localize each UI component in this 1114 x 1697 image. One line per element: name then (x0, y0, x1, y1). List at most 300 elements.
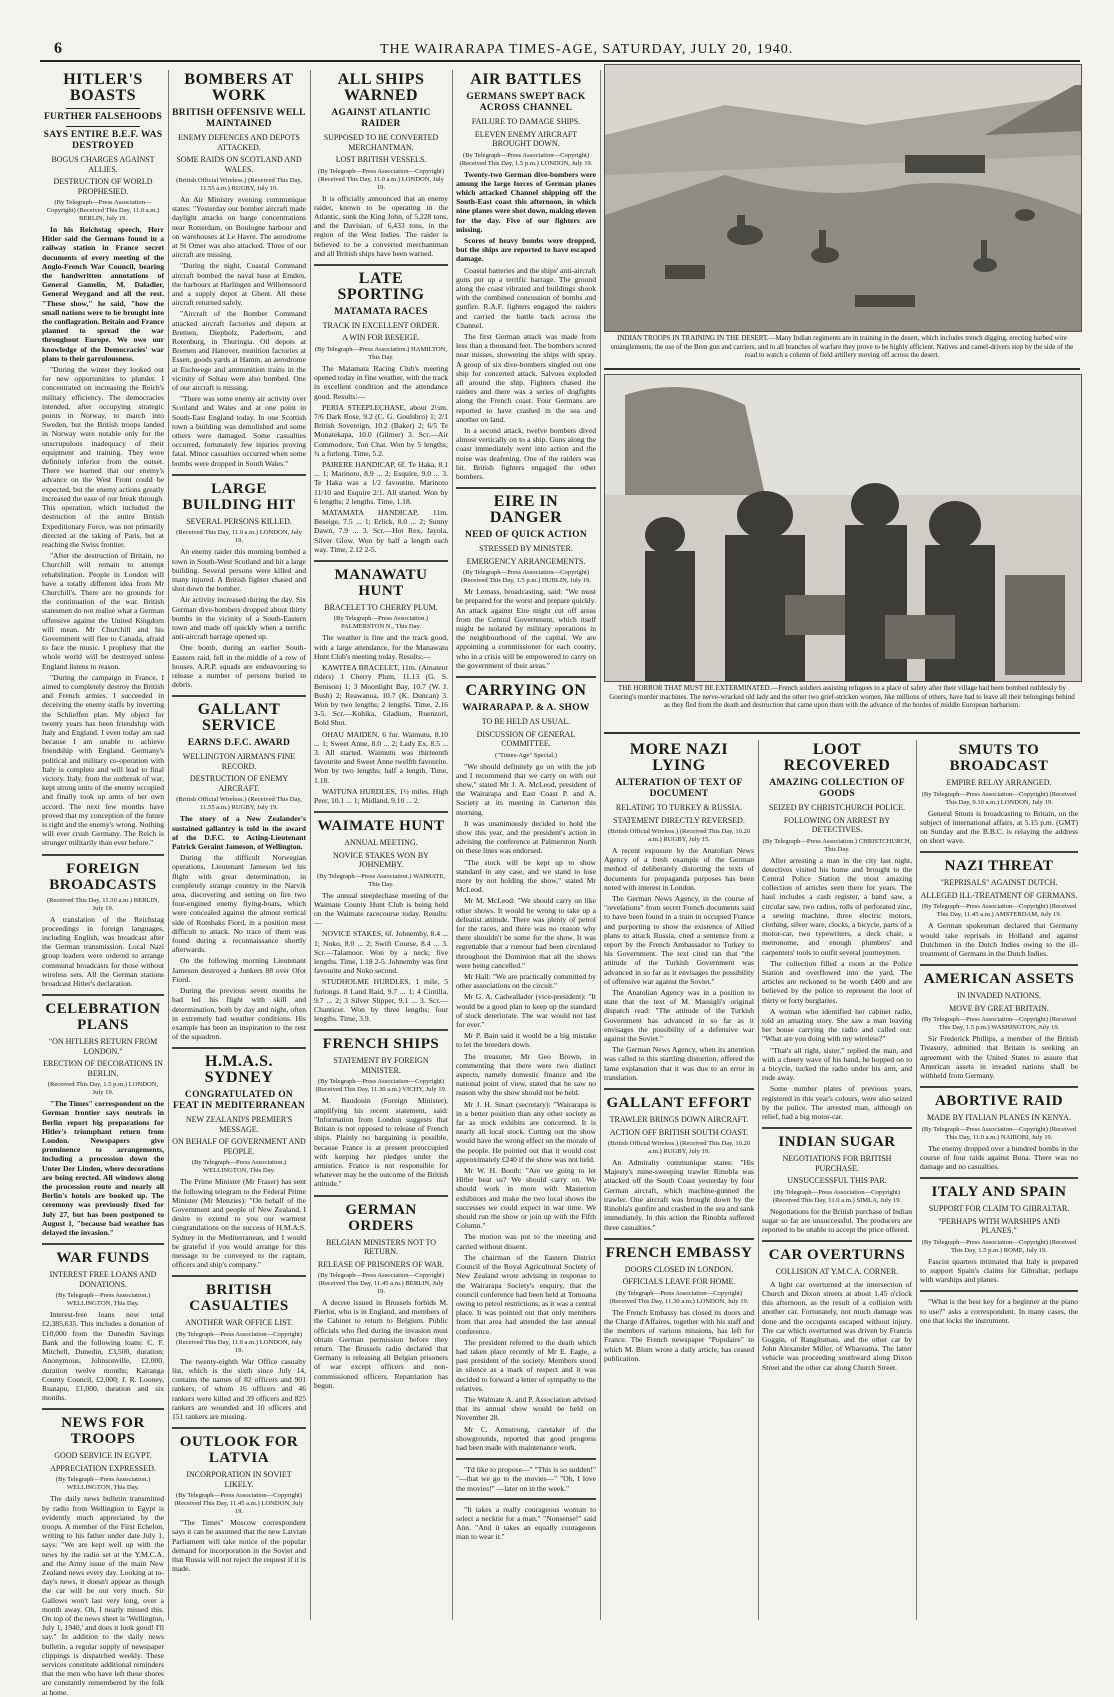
article-body (456, 587, 596, 670)
article-body (920, 1034, 1078, 1080)
dateline: (By Telegraph—Press Association—Copyright) (Received This Day, 11.0 a.m.) NAIROBI, July 19. (921, 1125, 1077, 1141)
article-late-sporting (314, 271, 448, 554)
column-3 (314, 70, 453, 1620)
article-war-funds (42, 1250, 164, 1402)
article-body (762, 1280, 912, 1372)
paragraph: An Air Ministry evening communique states: "Yesterday our bomber aircraft made daylight attacks on barge concentrations near Rotterdam, on Boulogne harbour and on warehouses at Le Havre. The aerodrome at St Omer was also attacked. Three of our aircraft are missing. (172, 195, 306, 260)
divider (314, 264, 448, 266)
dateline: (By Telegraph—Press Association—Copyright) (Received This Day, 1.5 p.m.) LONDON, July 19. (459, 151, 593, 167)
paragraph: In a second attack, twelve bombers dived almost vertically on to a ship. Guns along the coast immediately went into action and the noise was deafening. One of the raiders was hit. British fighters engaged the other bombers. (456, 425, 596, 481)
subheadline: ENEMY DEFENCES AND DEPOTS ATTACKED. (178, 133, 300, 152)
article-body (920, 921, 1078, 958)
article-body (42, 915, 164, 989)
headline: GALLANT EFFORT (606, 1095, 752, 1112)
subheadline: SEIZED BY CHRISTCHURCH POLICE. (768, 803, 906, 812)
paragraph: The motion was put to the meeting and carried without dissent. (456, 1232, 596, 1251)
headline: WAIMATE HUNT (317, 818, 445, 835)
subheadline: STATEMENT DIRECTLY REVERSED. (613, 815, 745, 825)
paragraph: Air activity increased during the day. Six German dive-bombers dropped about thirty bombs in the vicinity of a South-Eastern town and made off quickly when a terrific anti-aircraft barrage opened up. (172, 595, 306, 642)
dateline: (By Telegraph—Press Association—Copyright) (Received This Day, 11.0 a.m.) SIMLA, July 19. (772, 1188, 902, 1204)
paragraph: "During the winter they looked out for new opportunities to plunder. I concentrated on increasing the Reich's military efficiency. The democracies intended, after occupying strategic points in Norway, to march into Sweden, but the British troops landed in Norway were notable only for the unscrupulous inadequacy of their equipment and training. They were definitely inferior from the outset. There we learned that our enemy's advance on the West Front could be expected, but the enemy actions greatly increased the ease of our break through. This operation, which included the destruction of the entire British Expeditionary Force, was not primarily directed at the taking of Paris, but at reaching the Swiss frontier. (42, 365, 164, 549)
divider (314, 1029, 448, 1031)
column-6 (762, 740, 917, 1620)
subheadline: DISCUSSION OF GENERAL COMMITTEE. (476, 729, 576, 749)
article-german-orders (314, 1202, 448, 1391)
subheadline: OFFICIALS LEAVE FOR HOME. (622, 1277, 736, 1287)
article-body (314, 1096, 448, 1188)
dateline: (By Telegraph—Press Association.) WAIMATE, This Day. (316, 872, 446, 888)
paragraph: Twenty-two German dive-bombers were among the large forces of German planes which attacked Channel shipping off the South-East coast this afternoon, in which nine planes were shot down, making eleven for the day. Five of our fighters are missing. (456, 169, 596, 234)
paragraph: During the previous seven months he had led his flight with skill and determination, both by day and night, often in extremely bad weather conditions. His example has been an inspiration to the rest of the squadron. (172, 986, 306, 1042)
paragraph: The chairman of the Eastern District Council of the Royal Agricultural Society of New Zealand wrote advising in response to the Wairarapa Society's enquiry, that the council conference had been held at Tomoana owing to petrol restrictions, as it was a central place. It was pointed out that only members from that area had attended the last annual conference. (456, 1252, 596, 1336)
subheadline: NOVICE STAKES WON BY JOHNEMBY. (333, 850, 429, 870)
subheadline: BELGIAN MINISTERS NOT TO RETURN. (325, 1237, 436, 1257)
dateline: (By Telegraph—Press Association—Copyright) (Received This Day, 11.30 a.m.) LONDON, July 19. (609, 1289, 749, 1305)
paragraph: KAWITEA BRACELET, 11m. (Amateur riders) 1 Cherry Plum, 11.13 (G. S. Benison) 1; 3 Moonlight Bay, 10.7 (W. J. Bush) 2; Reawanoa, 10.7 (K. Duncan) 3. Won by two lengths; 2 lengths. Time, 2.16 3-5. Scr.—Kohika, Gladium, Ruenzori, Bold Shot. (314, 663, 448, 728)
paragraph: The twenty-eighth War Office casualty list, which is the sixth since July 14, contains the names of 82 officers and 901 rankers, of whom 16 officers and 46 rankers were killed and 39 officers and 825 rankers are wounded and 10 officers and 151 rankers are missing. (172, 1356, 306, 1422)
subheadline: SAYS ENTIRE B.E.F. WAS DESTROYED (43, 130, 163, 151)
subheadline: FAILURE TO DAMAGE SHIPS. (471, 117, 581, 126)
paragraph: Interest-free loans now total £2,385,635. This includes a donation of £10,000 from the Dunedin Savings Bank and the following loans: C. F. Mitchell, Dunedin, £3,500, duration; Anonymous, Johnsonville, £2,000, duration twelve months; Kairanga County Council, £2,000; J. R. Looney, Ruatapu, £1,000, duration and six months. (42, 1310, 164, 1403)
subheadline: AMAZING COLLECTION OF GOODS (769, 778, 905, 799)
subheadline: COLLISION AT Y.M.C.A. CORNER. (775, 1267, 899, 1277)
paragraph: "Aircraft of the Bomber Command attacked aircraft factories and depots at Bremen, Diepholz, Paderborn, and Rotenburg, in Thuringia. Oil depots at Bremen and Hanover, munition factories at Essen, goods yards at Hamm, an aerodrome at Eschwege and ammunition trains in the vicinity of Soltau were also bombed. One of our aircraft is missing. (172, 309, 306, 393)
subheadline: APPRECIATION EXPRESSED. (50, 1463, 156, 1473)
article-body (314, 1298, 448, 1390)
dateline: (Received This Day, 11.30 a.m.) BERLIN, July 19. (46, 896, 160, 912)
subheadline: SEVERAL PERSONS KILLED. (186, 516, 292, 526)
article-body (314, 364, 448, 554)
divider (604, 732, 1080, 734)
headline: CARRYING ON (465, 682, 587, 700)
dateline: (By Telegraph—Press Association—Copyright) (Received This Day, 1.5 p.m.) WASHINGTON, July 19. (921, 1016, 1077, 1032)
paragraph: Mr P. Bain said it would be a big mistake to let the breeders down. (456, 1031, 596, 1050)
divider (172, 1275, 306, 1277)
subheadline: RELEASE OF PRISONERS OF WAR. (317, 1259, 445, 1269)
subheadline: MATAMATA RACES (334, 306, 428, 317)
headline: AMERICAN ASSETS (923, 971, 1075, 988)
desert-troops-image (605, 65, 1081, 331)
article-bombers-at-work (172, 72, 306, 468)
subheadline: MADE BY ITALIAN PLANES IN KENYA. (927, 1113, 1071, 1123)
photo-caption: INDIAN TROOPS IN TRAINING IN THE DESERT.—Many Indian regiments are in training in the desert, which includes trench digging, erecting barbed wire entanglements, the use of the Bren gun and carriers, and in all branches of warfare they prove to be highly efficient. Natives and camel-drivers stop by the side of the road to watch a column of field artillery moving off across the desert. (610, 334, 1074, 359)
subheadline: LOST BRITISH VESSELS. (335, 155, 427, 164)
article-body (456, 762, 596, 1453)
subheadline: EARNS D.F.C. AWARD (187, 738, 291, 749)
subheadline: ERECTION OF DECORATIONS IN BERLIN. (43, 1059, 163, 1078)
divider (172, 1427, 306, 1429)
divider (456, 1458, 596, 1460)
headline: FRENCH EMBASSY (605, 1244, 753, 1261)
article-body (42, 1310, 164, 1402)
newspaper-title: THE WAIRARAPA TIMES-AGE, SATURDAY, JULY 20, 1940. (380, 42, 794, 57)
divider (42, 1408, 164, 1410)
headline: SMUTS TO BROADCAST (949, 742, 1049, 774)
dateline: (British Official Wireless.) (Received This Day, 11.55 a.m.) RUGBY, July 19. (176, 796, 302, 812)
divider (920, 1177, 1078, 1179)
paragraph: The Walmate A. and P. Association advised that its annual show would be held on November 28. (456, 1394, 596, 1423)
article-waimate-hunt (314, 818, 448, 1023)
paragraph: It was unanimously decided to hold the show this year, and the president's action in advising the conference at Palmerston North on these lines was endorsed. (456, 818, 596, 856)
subheadline: ACTION OFF BRITISH SOUTH COAST. (609, 1127, 749, 1137)
article-body (172, 195, 306, 468)
column-5 (604, 740, 759, 1620)
article-body (604, 1308, 754, 1363)
paragraph: Fascist quarters intimated that Italy is prepared to support Spain's claims for Gibraltar, perhaps with warships and planes. (920, 1256, 1078, 1285)
paragraph: The Anatolian Agency was in a position to state that the text of M. Massigli's original dispatch read: "The attitude of the Turkish Government has advanced in so far as it envisages the possibility of a defensive war against the Soviet." (604, 988, 754, 1044)
subheadline: DESTRUCTION OF WORLD PROPHESIED. (53, 177, 153, 196)
paragraph: A decree issued in Brussels forbids M. Pierlot, who is in England, and members of the Cabinet to return to Belgium. Public officials who fled during the invasion must obtain German permission before they return. The Brussels radio declared that Germany is releasing all Belgian prisoners of war except officers and non-commissioned officers. Repatriation has begun. (314, 1298, 448, 1390)
dateline: (Received This Day, 1.5 p.m.) LONDON, July 19. (47, 1081, 159, 1097)
dateline: (British Official Wireless.) (Received This Day, 10.20 a.m.) RUGBY, July 15. (607, 828, 751, 843)
headline: WAR FUNDS (56, 1250, 150, 1267)
headline: ALL SHIPS WARNED (337, 71, 425, 104)
paragraph: Mr C. Armstrong, caretaker of the showgrounds, reported that good progress had been made with maintenance work. (456, 1424, 596, 1452)
subheadline: INTEREST FREE LOANS AND DONATIONS. (49, 1270, 157, 1289)
article-body (172, 1177, 306, 1269)
headline: MORE NAZI LYING (629, 741, 729, 774)
subheadline: TRACK IN EXCELLENT ORDER. (322, 320, 440, 330)
divider (604, 1238, 754, 1240)
paragraph: OHAU MAIDEN, 6 fur. Waimutu, 8.10 ... 1; Sweet Anne, 8.0 ... 2; Lady Ex, 8.5 ... 3. All started. Waimutu was thirteenth favourite and Sweet Anne twelfth favourite. Won by two lengths; half a length. Time, 1.18. (314, 729, 448, 785)
dateline: (British Official Wireless.) (Received This Day, 10.20 a.m.) RUGBY, July 19. (607, 1140, 751, 1156)
headline: ABORTIVE RAID (934, 1093, 1064, 1110)
dateline: (By Telegraph—Press Association.) WELLINGTON, This Day. (55, 1292, 151, 1308)
article-hmas-sydney (172, 1054, 306, 1269)
divider (42, 854, 164, 856)
article-italy-and-spain (920, 1184, 1078, 1284)
paragraph: "During the night, Coastal Command aircraft bombed the naval base at Emden, the harbours at Harlingen and Willemsoord and a supply depot at Ghent. All these aircraft returned safely. (172, 261, 306, 308)
article-american-assets (920, 971, 1078, 1080)
headline: LATE SPORTING (337, 269, 425, 303)
subheadline: BRITISH OFFENSIVE WELL MAINTAINED (172, 108, 306, 129)
paragraph: Sir Frederick Phillips, a member of the British Treasury, admitted that Britain is seeking an agreement with the United States to assure that American assets in invaded nations shall be withheld from Germany. (920, 1034, 1078, 1080)
paragraph: WAITUNA HURDLES, 1½ miles. High Peer, 10.1 ... 1; Midland, 9.10 ... 2. (314, 786, 448, 805)
divider (172, 474, 306, 476)
paragraph: "That's all right, sister," replied the man, and with a cheery wave of his hand, he hopped on to a bicycle, tucked the radio under his arm, and rode away. (762, 1045, 912, 1083)
divider (456, 676, 596, 678)
divider (314, 560, 448, 562)
subheadline: ANNUAL MEETING. (344, 838, 418, 848)
article-abortive-raid (920, 1093, 1078, 1171)
article-body (314, 891, 448, 1024)
paragraph: The German News Agency, in the course of "revelations" from secret French documents said to have been found in a train in occupied France and purporting to show the existence of Allied plans to attack Russia, cited a sentence from a report by the French Ambassador to Turkey to his Government. The text cited ran that "the attitude of the Turkish Government was advanced in so far as it envisages the possibility of offensive war against the Soviet." (604, 894, 754, 986)
headline: CELEBRATION PLANS (45, 1001, 161, 1034)
article-hitlers-boasts (42, 72, 164, 848)
divider (920, 1086, 1078, 1088)
article-air-battles (456, 72, 596, 481)
article-french-embassy (604, 1245, 754, 1363)
headline: ITALY AND SPAIN (931, 1184, 1067, 1201)
article-french-ships (314, 1036, 448, 1188)
headline: HITLER'S BOASTS (63, 71, 143, 104)
subheadline: GOOD SERVICE IN EGYPT. (54, 1451, 152, 1461)
subheadline: NEED OF QUICK ACTION (464, 530, 588, 541)
dateline: (By Telegraph—Press Association.) WELLINGTON, This Day. (55, 1476, 151, 1492)
subheadline: FURTHER FALSEHOODS (43, 112, 163, 122)
paragraph: The Prime Minister (Mr Fraser) has sent the following telegram to the Federal Prime Minister (Mr Menzies): "On behalf of the Government and people of New Zealand, I desire to extend to you our warmest congratulations on the success of H.M.A.S. Sydney in the Mediterranean, and I would be grateful if you would arrange for this message to be conveyed to the captain, officers and ship's company." (172, 1177, 306, 1270)
paragraph: An enemy raider this morning bombed a town in South-West Scotland and hit a large building. Several persons were killed and many injured. A British fighter chased and shot down the bomber. (172, 547, 306, 594)
paragraph: A translation of the Reichstag proceedings in foreign languages, including English, was broadcast after the German transmission. Local Nazi group leaders were ordered to arrange communal broadcasts for those without wireless sets. All the German stations broadcast Hitler's declaration. (42, 914, 164, 989)
dateline: (By Telegraph—Press Association—Copyright) (Received This Day, 1.5 p.m.) DUBLIN, July 19. (460, 569, 592, 585)
paragraph: Negotiations for the British purchase of Indian sugar so far are unsuccessful. The producers are reported to be unable to accept the price offered. (762, 1206, 912, 1235)
subheadline: SUPPOSED TO BE CONVERTED MERCHANTMAN. (323, 133, 439, 152)
article-body (172, 814, 306, 1041)
headline: LOOT RECOVERED (783, 741, 891, 774)
paragraph: Mr J. H. Smart (secretary): "Wairarapa is in a better position than any other society as far as stock exhibits are concerned. It is nearly all local stock. Cutting out the show would have the wrong effect on the morale of the people. He pointed out that it would cost approximately £240 if the show was not held. (456, 1099, 596, 1164)
dateline: (By Telegraph—Press Association.) WELLINGTON, This Day. (191, 1159, 287, 1175)
article-all-ships-warned (314, 72, 448, 258)
subheadline: AGAINST ATLANTIC RAIDER (331, 108, 431, 129)
headline: NAZI THREAT (944, 858, 1054, 875)
paragraph: The Matamata Racing Club's meeting opened today in fine weather, with the track in excellent condition and the attendance good. Results:— (314, 363, 448, 401)
subheadline: WELLINGTON AIRMAN'S FINE RECORD. (182, 752, 296, 771)
dateline: (By Telegraph—Press Association.) HAMILTON, This Day. (314, 345, 448, 361)
paragraph: The French Embassy has closed its doors and the Charge d'Affaires, together with his staff and the members of various missions, has left for France. The French newspaper "Populaire" in which M. Blum wrote a daily article, has ceased publication. (604, 1307, 754, 1363)
filler-quote (456, 1465, 596, 1493)
article-body (920, 809, 1078, 846)
paragraph: MATAMATA HANDICAP, 11m. Beseige, 7.5 ... 1; Erlick, 8.0 ... 2; Sunny Dawn, 7.9 ... 3. Scr.—Hot Rex, Jayola, Silver Glow. Won by half a length each way. Time, 2.12 2-5. (314, 507, 448, 554)
paragraph: "What is the best key for a beginner at the piano to use?" asks a correspondent. In many cases, the one that locks the instrument. (920, 1297, 1078, 1325)
paragraph: Some number plates of previous years, registered in this year's colours, were also seized by the police. The arrested man, although on relief, had a big motor-car. (762, 1084, 912, 1121)
divider (314, 1195, 448, 1197)
dateline: (By Telegraph—Press Association—Copyright) (Received This Day, 11.30 a.m.) VICHY, July 19. (315, 1078, 447, 1094)
headline: H.M.A.S. SYDNEY (204, 1053, 274, 1087)
paragraph: "The Times" Moscow correspondent says it can be assumed that the new Latvian Parliament will take notice of the popular demand for incorporation in the Soviet and that Russia will not reject the request if it is made. (172, 1518, 306, 1574)
divider (920, 964, 1078, 966)
column-2 (172, 70, 311, 1620)
subheadline: TRAWLER BRINGS DOWN AIRCRAFT. (609, 1115, 749, 1125)
paragraph: "After the destruction of Britain, no Churchill will remain to attempt rehabilitation. People in London will have a totally different idea from Mr Churchill's. There are no grounds for the continuation of the war. British statesmen do not realise what a German offensive against the United Kingdom will mean. Mr Churchill and his Government will flee to Canada, afraid to face the music. I prophesy that the whole world will be destroyed unless England listens to reason. (42, 551, 164, 671)
paragraph: "It takes a really courageous woman to select a necktie for a man." "Nonsense!" said Ann. "And it takes an equally courageous man to wear it." (456, 1504, 596, 1542)
subheadline: NEGOTIATIONS FOR BRITISH PURCHASE. (782, 1154, 892, 1173)
paragraph: During the difficult Norwegian operations, Lieutenant Jameson led his flight with great determination, in completely strange country in the Narvik area, discovering and setting on fire two four-engined enemy flying-boats, which were concealed against the almost vertical side of Rombaks Fiord, in a position most difficult to attack. No trace of them was found during a reconnaissance shortly afterwards. (172, 853, 306, 955)
paragraph: The daily news bulletin transmitted by radio from Wellington to Egypt is evidently much appreciated by the troops. A member of the First Echelon, writing to his father under date July 1, says: "We are kept well up with the news by the radio set at the Y.M.C.A. and the Army issue of the main New Zealand news every day. Looking at to-day's news, it doesn't appear as though the car will be out very much. Sir Gallows won't last very long, over a month away. Oh, I nearly missed this. On top of the news sheet is 'Wellington, July 1, 1940,' and does it look good! I'll say." In addition to the daily news bulletin, a regular supply of newspaper clippings is dispatched weekly. These services constitute additional reminders that the men who have left these shores are constantly remembered by the folk at home. (42, 1494, 164, 1697)
subheadline: UNSUCCESSFUL THIS PAR. (787, 1176, 887, 1186)
paragraph: "The Times" correspondent on the German frontier says neutrals in Berlin report big preparations for Hitler's triumphant return from London. Newspapers give prominence to arrangements, including a procession down the Unter Der Linden, where decorations are being erected. All windows along the procession route and nearly all Berlin's hotels are booked up. The ceremony was previously fixed for July 27, but has been postponed to August 1, "because bad weather has delayed the invasion." (42, 1099, 164, 1238)
divider (42, 1243, 164, 1245)
column-7 (920, 740, 1078, 1620)
page-number: 6 (54, 40, 62, 57)
dateline: (By Telegraph—Press Association—Copyright) (Received This Day, 11.0 a.m.) BERLIN, July 19. (46, 199, 160, 222)
dateline: (By Telegraph—Press Association—Copyright) (Received This Day, 11.0 a.m.) LONDON, July 19. (317, 167, 445, 191)
paragraph: A woman who identified her cabinet radio, told an amazing story. She saw a man leaving her house carrying the radio and called out: "What are you doing with my wireless?" (762, 1006, 912, 1044)
subheadline: ALTERATION OF TEXT OF DOCUMENT (615, 778, 743, 799)
paragraph: An Admiralty communique states: "His Majesty's mine-sweeping trawler Rinobla was attacked off the South Coast yesterday by four German aircraft, which machine-gunned the trawler. One aircraft was brought down by the Rinobla's gunfire and crashed in the sea and sank immediately. In this action the Rinobla suffered three casualties." (604, 1158, 754, 1232)
paragraph: The annual steeplechase meeting of the Waimate County Hunt Club is being held on the Waimate racecourse today. Results:— (314, 890, 448, 928)
headline: GALLANT SERVICE (197, 701, 281, 735)
paragraph: Mr Lemass, broadcasting, said: "We must be prepared for the worst and prepare quickly. An attack against Eire might cut off areas from the Central Government, which itself might be isolated by military operations in the neighbourhood of the capital. We are appointing a commissioner for each county, who in a crisis will be empowered to carry on the government of their areas." (456, 587, 596, 670)
article-body (762, 856, 912, 1122)
paragraph: The first German attack was made from less than a thousand feet. The bombers scored near misses, showering the ships with spray. A group of six dive-bombers singled out one ship for concerted attack. Salvoes exploded all around the ship. Fighters chased the raiders and there was a series of dogfights along the French coast. Four Germans are reported to have crashed in the sea and another on land. (456, 331, 596, 424)
subheadline: A WIN FOR BESEIGE. (342, 333, 420, 343)
paragraph: M. Baudouin (Foreign Minister), amplifying his recent statement, said: "Information from London suggests that Britain is not opposed to release of French ships. Plainly no bargaining is possible, because France is at present preoccupied with keeping her pledges under the armistice. France is not responsible for whatever may be the outcome of the British attitude." (314, 1096, 448, 1189)
article-british-casualties (172, 1282, 306, 1421)
paragraph: One bomb, during an earlier South-Eastern raid, fell in the middle of a row of houses. A.R.P. squads are endeavouring to release a number of persons buried in debris. (172, 643, 306, 690)
article-gallant-effort (604, 1095, 754, 1232)
article-eire-in-danger (456, 494, 596, 670)
paragraph: Coastal batteries and the ships' anti-aircraft guns put up a terrific barrage. The ground along the coast vibrated and buildings shook with the combined concussion of bombs and gunfire. R.A.F. fighters engaged the raiders and carried the battle back across the Channel. (456, 265, 596, 330)
dateline: (By Telegraph—Press Association—Copyright) (Received This Day, 11.45 a.m.) AMSTERDAM, July 19. (921, 903, 1077, 919)
article-loot-recovered (762, 742, 912, 1121)
article-body (172, 1518, 306, 1573)
photo-indian-troops (604, 64, 1082, 332)
subheadline: GERMANS SWEPT BACK ACROSS CHANNEL (466, 92, 586, 113)
paragraph: "I'd like to propose—" "This is so sudden!" "—that we go to the movies—" "Oh, I love the movies!" —later on in the week." (456, 1465, 596, 1493)
subheadline: BOGUS CHARGES AGAINST ALLIES. (51, 155, 155, 174)
paragraph: On the following morning Lieutenant Jameson destroyed a Junkers 88 over Ofot Fiord. (172, 956, 306, 984)
subheadline: ON BEHALF OF GOVERNMENT AND PEOPLE. (172, 1137, 306, 1156)
paragraph: A German spokesman declared that Germany would take reprisals in Holland and against Dutchmen in the Dutch Indies owing to the ill-treatment of Germans in the Dutch Indies. (920, 921, 1078, 958)
headline: MANAWATU HUNT (334, 566, 428, 599)
divider (920, 1290, 1078, 1292)
paragraph: The enemy dropped over a hundred bombs in the course of four raids against Buna. There was no damage and no casualties. (920, 1143, 1078, 1172)
subheadline: EMERGENCY ARRANGEMENTS. (466, 556, 586, 566)
headline: AIR BATTLES (470, 71, 582, 88)
article-car-overturns (762, 1247, 912, 1372)
divider (172, 1047, 306, 1049)
article-body (604, 1158, 754, 1232)
article-more-nazi-lying (604, 742, 754, 1082)
dateline: (By Telegraph—Press Association—Copyright) (Received This Day, 11.45 a.m.) BERLIN, July 19. (317, 1272, 445, 1296)
article-body (172, 1357, 306, 1421)
paragraph: Mr Hall: "We are practically committed by other associations on the circuit." (456, 972, 596, 991)
article-gallant-service (172, 702, 306, 1041)
divider (314, 811, 448, 813)
paragraph: PERIA STEEPLECHASE, about 2½m. 7/6 Dark Rose, 9.2 (C. G. Goulsbro) 1; 2/1 British Sovereign, 10.2 (Baker) 2; 6/5 Te Monatekapa, 10.0 (Gilmer) 3. Scr.—Air Commodore, Ton Chat. Won by 5 lengths; ¾ a furlong. Time, 5.2. (314, 402, 448, 458)
headline: FOREIGN BROADCASTS (49, 860, 157, 893)
paragraph: A recent exposure by the Anatolian News Agency of a fresh example of the German method of deliberately distorting the texts of documents for propaganda purposes has been noted with interest in London. (604, 846, 754, 892)
article-foreign-broadcasts (42, 861, 164, 989)
paragraph: The treasurer, Mr Geo Brown, in commenting that there were two distinct aspects, namely domestic finance and the national point of view, stated that he saw no reason why the show should not be held. (456, 1051, 596, 1098)
article-body (172, 547, 306, 689)
subheadline: DESTRUCTION OF ENEMY AIRCRAFT. (189, 774, 289, 793)
divider (42, 994, 164, 996)
subheadline: FOLLOWING ON ARREST BY DETECTIVES. (783, 815, 891, 834)
refugees-image (605, 375, 1081, 681)
article-body (42, 1099, 164, 1237)
divider (604, 1088, 754, 1090)
paragraph: "We should definitely go on with the job and I recommend that we carry on with our show," stated Mr J. A. McLeod, president of the Wairarapa and East Coast P. and A. Society at its meeting in Carterton this morning. (456, 761, 596, 817)
divider (456, 1498, 596, 1500)
article-news-for-troops (42, 1415, 164, 1696)
dateline: (By Telegraph—Press Association.) CHRISTCHURCH, This Day. (762, 837, 912, 853)
dateline: (By Telegraph—Press Association—Copyright) (Received This Day, 1.5 p.m.) ROME, July 19. (921, 1238, 1077, 1254)
subheadline: EMPIRE RELAY ARRANGED. (946, 778, 1052, 787)
subheadline: RELATING TO TURKEY & RUSSIA. (615, 803, 743, 812)
column-4 (456, 70, 601, 1620)
headline: OUTLOOK FOR LATVIA (179, 1434, 299, 1467)
article-body (920, 1144, 1078, 1172)
paragraph: Mr W. H. Booth: "Are we going to let Hitler beat us? We should carry on. We should work in more with Masterton exhibitors and make the two local shows the successes we could expect in war time. We should run the show or join up with the Fifth Column." (456, 1166, 596, 1231)
article-body (762, 1207, 912, 1235)
article-body (42, 1494, 164, 1696)
divider (172, 695, 306, 697)
headline: EIRE IN DANGER (489, 493, 563, 527)
divider (456, 487, 596, 489)
subheadline: NEW ZEALAND'S PREMIER'S MESSAGE. (185, 1115, 293, 1134)
column-1 (42, 70, 169, 1697)
article-outlook-for-latvia (172, 1434, 306, 1573)
subheadline: ELEVEN ENEMY AIRCRAFT BROUGHT DOWN. (474, 129, 578, 148)
article-body (456, 170, 596, 482)
paragraph: It is officially announced that an enemy raider, known to be operating in the Atlantic, sunk the King John, of 5,228 tons, and the Davisian, of 6,433 tons, in the region of the West Indies. The raider is believed to be a converted merchantman and all British ships have been warned. (314, 193, 448, 258)
headline: LARGE BUILDING HIT (182, 480, 296, 513)
article-carrying-on (456, 683, 596, 1452)
subheadline: DOORS CLOSED IN LONDON. (624, 1264, 734, 1274)
paragraph: Scores of heavy bombs were dropped, but the ships are reported to have escaped damage. (456, 235, 596, 264)
article-body (604, 846, 754, 1082)
photo-refugees (604, 374, 1082, 682)
subheadline: SOME RAIDS ON SCOTLAND AND WALES. (176, 155, 302, 174)
paragraph: After arresting a man in the city last night, detectives visited his home and brought to the Central Police Station the most amazing collection of articles seen there for years. The haul includes a cash register, a band saw, a circular saw, two radios, rolls of perforated zinc, a sewing machine, three electric motors, clothing, silver ware, clocks, a bicycle, parts of a motor-car, two typewriters, a deck chair, a metronome, and enough plumbers' and carpenters' tools to outfit several journeymen. (762, 855, 912, 957)
article-indian-sugar (762, 1134, 912, 1234)
paragraph: The president referred to the death which had taken place recently of Mr E. Eagle, a past president of the society. Members stood in silence as a mark of respect and it was decided to forward a letter of sympathy to the relatives. (456, 1337, 596, 1393)
paragraph: In his Reichstag speech, Herr Hitler said the Germans found in a railway station in France secret documents of every meeting of the Anglo-French War Council, bearing the handwritten annotations of General Gamelin, M. Daladier, General Weygand and all the rest. "These show," he said, "how the small nations were to be brought into the conflagration. Britain and France planned to spread the war throughout Europe. We owe our knowledge of the Democracies' war plans to their garrulousness. (42, 225, 164, 363)
subheadline: IN INVADED NATIONS. (956, 991, 1042, 1001)
divider (762, 1240, 912, 1242)
dateline: (By Telegraph—Press Association.) PALMERSTON N., This Day. (333, 615, 429, 631)
subheadline: ALLEGED ILL-TREATMENT OF GERMANS. (920, 890, 1078, 900)
article-body (42, 225, 164, 848)
divider (66, 126, 139, 127)
paragraph: STUDHOLME HURDLES, 1 mile, 5 furlongs. 8 Land Raid, 9.7 ... 1; 4 Cintilla, 9.7 ... 2; 3 Silver Slipper, 9.1 ... 3. Scr.—Chanticer. Won by three lengths; four lengths. Time, 3.9. (314, 977, 448, 1024)
divider (604, 368, 1080, 370)
subheadline: "REPRISALS" AGAINST DUTCH. (940, 878, 1058, 888)
subheadline: TO BE HELD AS USUAL. (481, 717, 571, 727)
paragraph: The German News Agency, when its attention was called to this startling distortion, offered the lame explanation that it was due to an error in translation. (604, 1045, 754, 1082)
subheadline: STRESSED BY MINISTER. (479, 544, 573, 554)
subheadline: SUPPORT FOR CLAIM TO GIBRALTAR. (928, 1204, 1070, 1214)
paragraph: "During the campaign in France, I aimed to completely destroy the British and French armies. I succeeded in deceiving the enemy staffs by inverting the Schlieffen plan. My object for twenty years has been friendship with Italy and England. I even today am sad because I am unable to achieve friendship with England. Germany's political and military co-operation with Italy is complete and will lead to final victory. Italy, from the outbreak of war, kept strong units of the enemy occupied and finally took up arms of her own accord. The next few months have proved that my conception of the future is right and the enemy's wrong. Nothing will ever crush Germany. The Reich is stronger militarily than ever before." (42, 672, 164, 848)
subheadline: INCORPORATION IN SOVIET LIKELY. (186, 1470, 292, 1489)
subheadline: "ON HITLERS RETURN FROM LONDON." (48, 1037, 158, 1056)
subheadline: BRACELET TO CHERRY PLUM. (324, 602, 438, 612)
divider (920, 851, 1078, 853)
dateline: (By Telegraph—Press Association—Copyright) (Received This Day, 9.10 a.m.) LONDON, July 19. (921, 790, 1077, 806)
dateline: (British Official Wireless.) (Received This Day, 11.55 a.m.) RUGBY, July 19. (176, 177, 302, 192)
dateline: (By Telegraph—Press Association—Copyright) (Received This Day, 11.0 a.m.) LONDON, July 19. (175, 1330, 303, 1354)
subheadline: "PERHAPS WITH WARSHIPS AND PLANES." (938, 1216, 1060, 1236)
paragraph: The collection filled a room at the Police Station and overflowed into the yard. The articles are reckoned to be worth £400 and are believed by the police to represent the loot of thirty or forty burglaries. (762, 958, 912, 1005)
headline: CAR OVERTURNS (768, 1247, 906, 1264)
dateline: (By Telegraph—Press Association—Copyright) (Received This Day, 11.45 a.m.) LONDON, July 19. (174, 1492, 304, 1516)
article-nazi-threat (920, 858, 1078, 958)
article-celebration-plans (42, 1001, 164, 1237)
article-manawatu-hunt (314, 567, 448, 805)
dateline: (Received This Day, 11.0 a.m.) LONDON, July 19. (176, 529, 302, 545)
divider (66, 108, 139, 109)
article-body (314, 633, 448, 805)
paragraph: The story of a New Zealander's sustained gallantry is told in the award of the D.F.C. to Acting-Lieutenant Patrick Geraint Jameson, of Wellington. (172, 814, 306, 852)
headline: INDIAN SUGAR (778, 1134, 896, 1151)
headline: FRENCH SHIPS (322, 1036, 440, 1053)
paragraph: Mr M. McLeod: "We should carry on like other shows. It would be wrong to take up a defeatist attitude. There was plenty of petrol for the races, and there was no reason why there shouldn't be some for the show. It was regrettable that a rumour had been circulated throughout the Dominion that all the shows were being cancelled." (456, 896, 596, 970)
photo-caption: THE HORROR THAT MUST BE EXTERMINATED.—French soldiers assisting refugees to a place of safety after their village had been bombed ruthlessly by Goering's murder machines. The nerve-wracked old lady and the other two grief-stricken women, like millions of others, have had to leave all their belongings behind as they fled from the death and destruction that came upon them with the advance of the hordes of middle European barbarism. (609, 684, 1075, 709)
paragraph: General Smuts is broadcasting to Britain, on the subject of international affairs, at 5.15 p.m. (GMT) on Sunday and the B.B.C. is relaying the address on short wave. (920, 808, 1078, 846)
masthead (40, 38, 1080, 62)
subheadline: ANOTHER WAR OFFICE LIST. (185, 1318, 293, 1328)
divider (762, 1127, 912, 1129)
article-smuts-to-broadcast (920, 742, 1078, 845)
subheadline: CONGRATULATED ON FEAT IN MEDITERRANEAN (172, 1090, 306, 1112)
paragraph: "The stock will be kept up to show standard in any case, and we stand to lose more by not holding the show," stated Mr McLeod. (456, 857, 596, 895)
headline: BOMBERS AT WORK (184, 71, 294, 104)
headline: GERMAN ORDERS (345, 1201, 417, 1234)
headline: NEWS FOR TROOPS (61, 1415, 145, 1448)
subheadline: STATEMENT BY FOREIGN MINISTER. (333, 1056, 429, 1075)
headline: BRITISH CASUALTIES (189, 1282, 289, 1315)
